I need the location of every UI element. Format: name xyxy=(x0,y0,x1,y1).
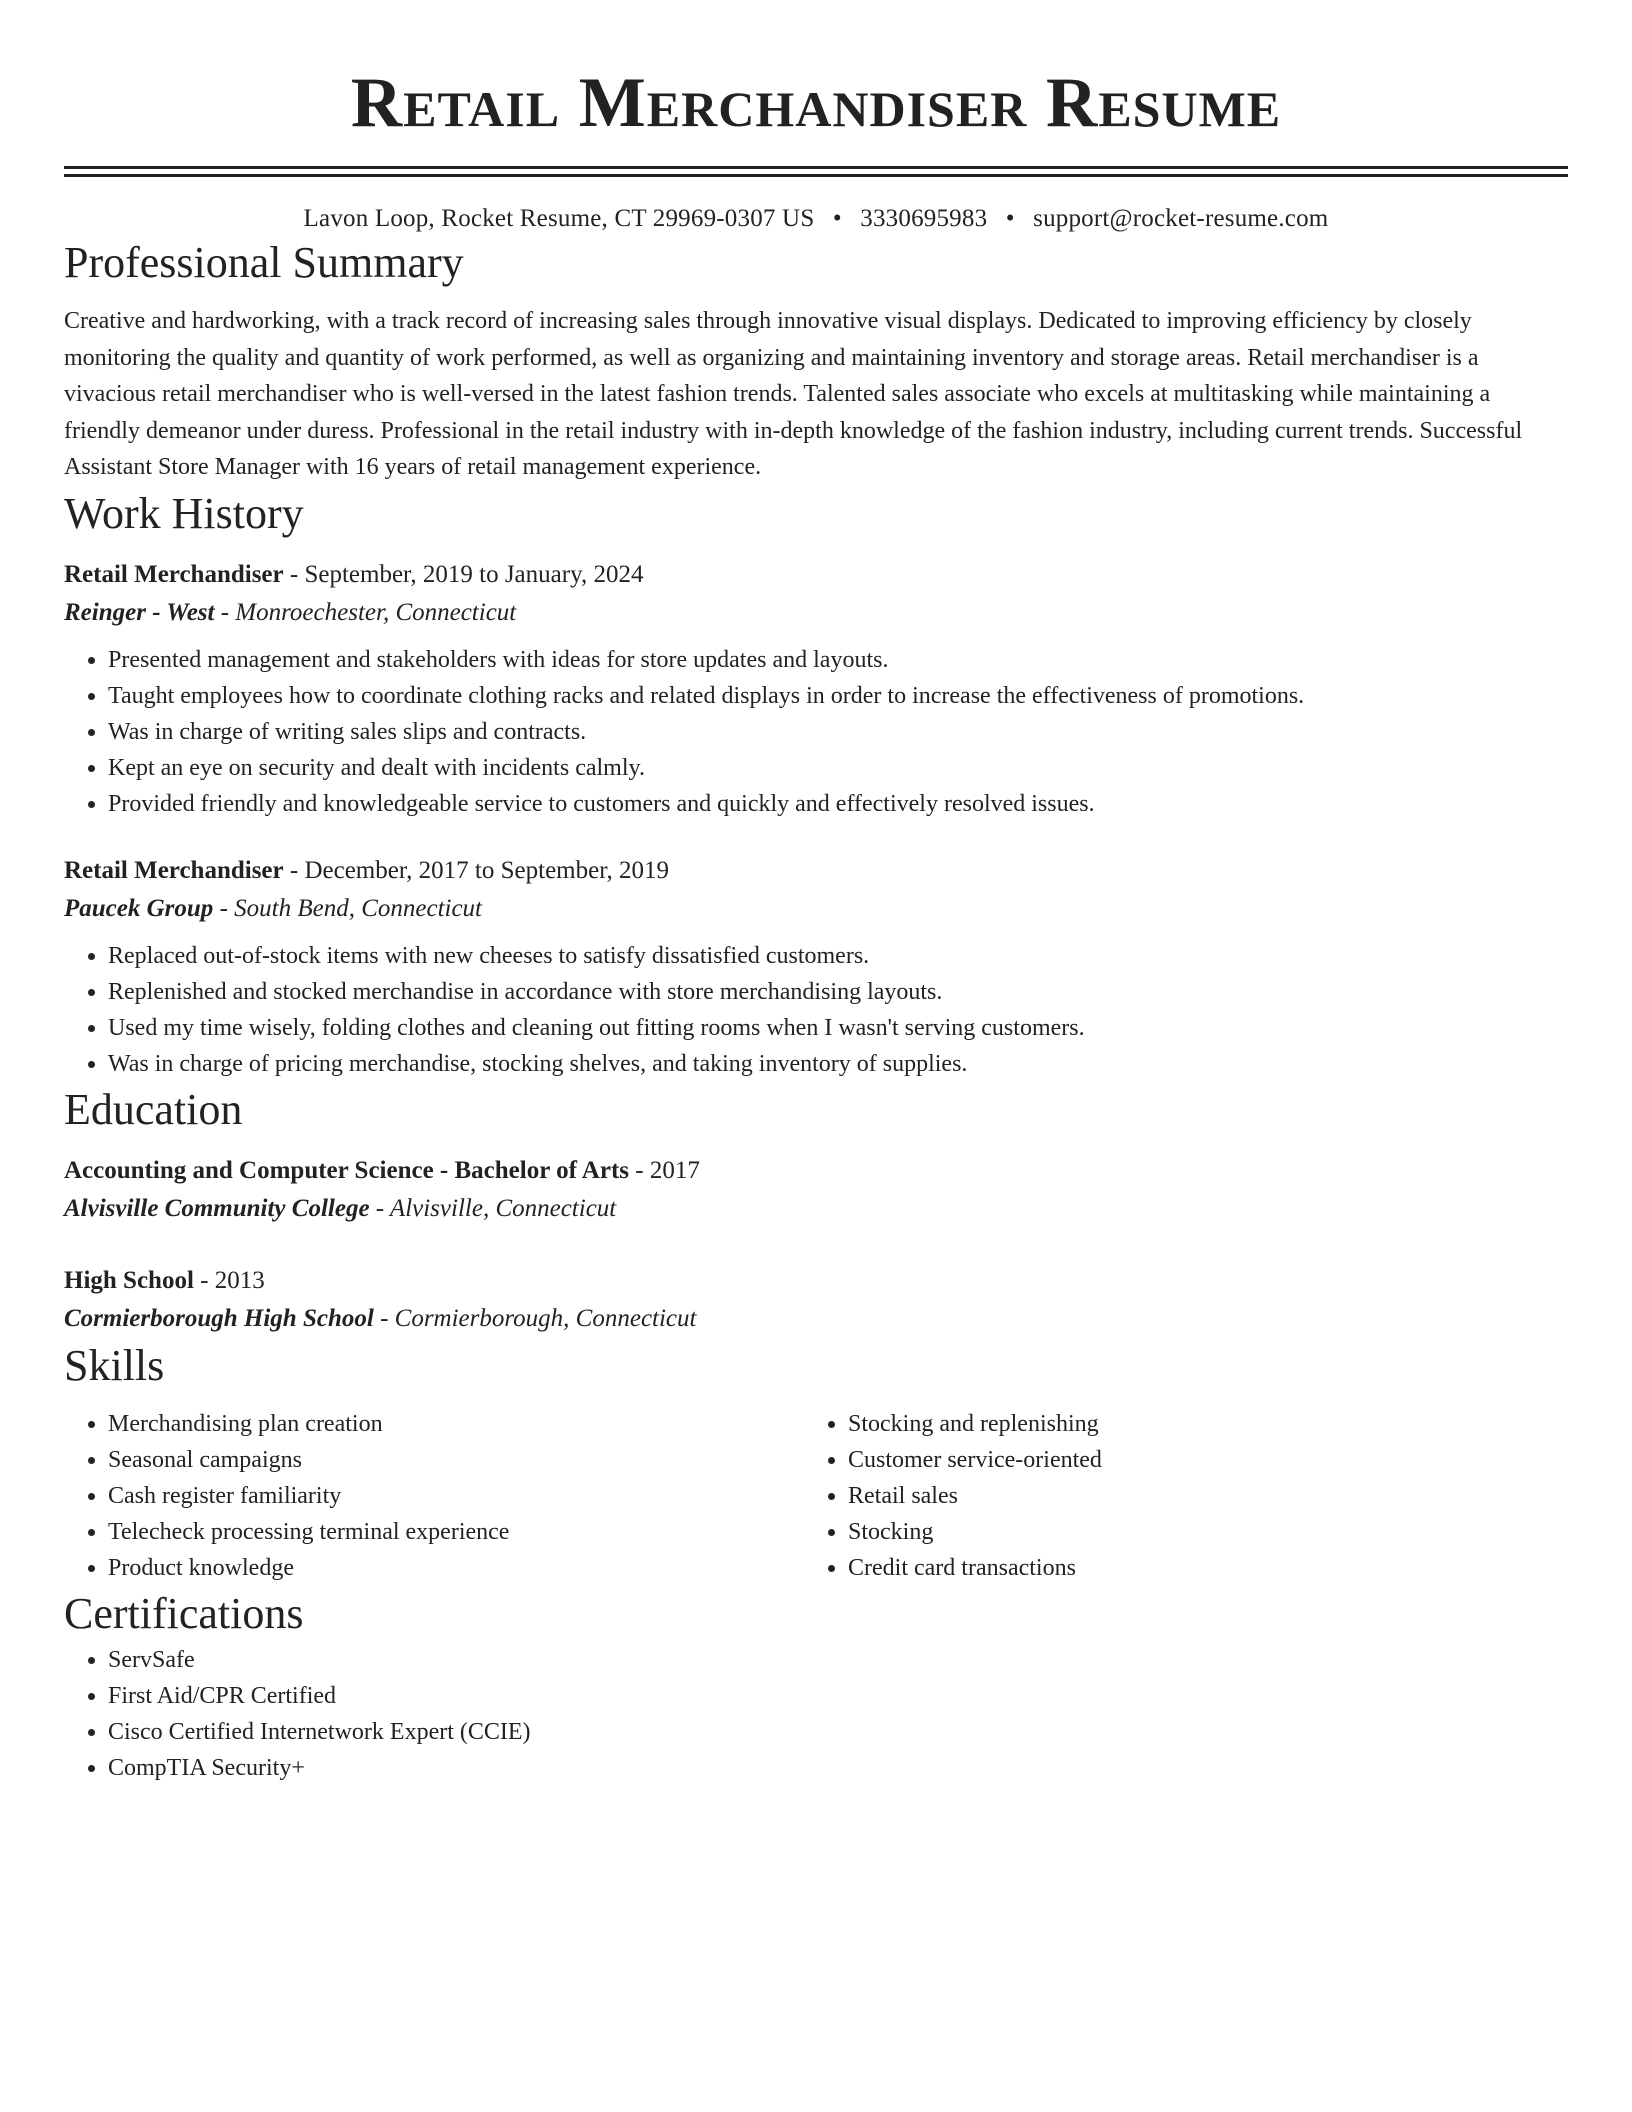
section-heading-skills: Skills xyxy=(64,1340,165,1390)
contact-address: Lavon Loop, Rocket Resume, CT 29969-0307 US xyxy=(303,205,815,232)
list-item: • Merchandising plan creation xyxy=(108,1406,804,1442)
skills-column-right xyxy=(804,1406,1544,1586)
list-item: • Replaced out-of-stock items with new cheeses to satisfy dissatisfied customers. xyxy=(108,938,1568,974)
company-location: - South Bend, Connecticut xyxy=(213,894,483,922)
section-heading-certifications: Certifications xyxy=(64,1588,304,1638)
list-item: • Telecheck processing terminal experience xyxy=(108,1514,804,1550)
skills-list xyxy=(64,1406,804,1586)
list-item: • Product knowledge xyxy=(108,1550,804,1586)
list-item: • Provided friendly and knowledgeable service to customers and quickly and effectively resolved issues. xyxy=(108,786,1568,822)
degree-name: Accounting and Computer Science - Bachelor of Arts xyxy=(64,1156,630,1184)
degree-line xyxy=(64,1262,1568,1300)
school-name: Alvisville Community College xyxy=(64,1194,370,1222)
list-item: • Seasonal campaigns xyxy=(108,1442,804,1478)
list-item: • Was in charge of pricing merchandise, stocking shelves, and taking inventory of supplies. xyxy=(108,1046,1568,1082)
contact-separator: • xyxy=(832,205,842,232)
job-employer xyxy=(64,594,1568,632)
list-item: • Stocking and replenishing xyxy=(848,1406,1544,1442)
skills-list xyxy=(804,1406,1544,1586)
list-item: • Customer service-oriented xyxy=(848,1442,1544,1478)
list-item: • Used my time wisely, folding clothes and cleaning out fitting rooms when I wasn't serving customers. xyxy=(108,1010,1568,1046)
job-employer xyxy=(64,890,1568,928)
skills-column-left xyxy=(64,1406,804,1586)
company-location: - Monroechester, Connecticut xyxy=(214,598,517,626)
section-heading-education: Education xyxy=(64,1084,243,1134)
degree-line xyxy=(64,1152,1568,1190)
degree-year: - 2013 xyxy=(193,1266,265,1294)
job-dates: - December, 2017 to September, 2019 xyxy=(283,856,670,884)
list-item: • Was in charge of writing sales slips and contracts. xyxy=(108,714,1568,750)
job-entry xyxy=(64,852,1568,1082)
summary-text: Creative and hardworking, with a track record of increasing sales through innovative visual displays. Dedicated to improving efficiency by closely monitoring the quality and quantity of work performed, as well as organizing and maintaining inventory and storage areas. Retail merchandiser is a vivacious retail merchandiser who is well-versed in the latest fashion trends. Talented sales associate who excels at multitasking while maintaining a friendly demeanor under duress. Professional in the retail industry with in-depth knowledge of the fashion industry, including current trends. Successful Assistant Store Manager with 16 years of retail management experience. xyxy=(64,308,1523,480)
title-divider xyxy=(64,166,1568,177)
contact-email: support@rocket-resume.com xyxy=(1033,205,1329,232)
job-title: Retail Merchandiser xyxy=(64,856,284,884)
list-item: • Credit card transactions xyxy=(848,1550,1544,1586)
school-name: Cormierborough High School xyxy=(64,1304,374,1332)
job-header xyxy=(64,852,1568,890)
contact-separator: • xyxy=(1005,205,1015,232)
list-item: • Kept an eye on security and dealt with incidents calmly. xyxy=(108,750,1568,786)
list-item: • Stocking xyxy=(848,1514,1544,1550)
job-dates: - September, 2019 to January, 2024 xyxy=(283,560,644,588)
resume-title: Retail Merchandiser Resume xyxy=(350,64,1282,142)
job-duties-list xyxy=(64,642,1568,822)
contact-line xyxy=(64,203,1568,235)
school-location: - Cormierborough, Connecticut xyxy=(373,1304,697,1332)
section-heading-work-history: Work History xyxy=(64,488,304,538)
job-header xyxy=(64,556,1568,594)
job-entry xyxy=(64,556,1568,822)
list-item: • Cash register familiarity xyxy=(108,1478,804,1514)
education-entry xyxy=(64,1152,1568,1228)
contact-phone: 3330695983 xyxy=(860,205,988,232)
list-item: • Presented management and stakeholders with ideas for store updates and layouts. xyxy=(108,642,1568,678)
list-item: • ServSafe xyxy=(108,1642,1568,1678)
degree-year: - 2017 xyxy=(629,1156,700,1184)
degree-name: High School xyxy=(64,1266,194,1294)
skills-columns xyxy=(64,1406,1568,1586)
list-item: • CompTIA Security+ xyxy=(108,1750,1568,1786)
certifications-list xyxy=(64,1642,1568,1786)
school-line xyxy=(64,1190,1568,1228)
education-entry xyxy=(64,1262,1568,1338)
job-duties-list xyxy=(64,938,1568,1082)
company-name: Paucek Group xyxy=(64,894,214,922)
section-heading-summary: Professional Summary xyxy=(64,238,464,287)
school-location: - Alvisville, Connecticut xyxy=(369,1194,617,1222)
school-line xyxy=(64,1300,1568,1338)
company-name: Reinger - West xyxy=(64,598,215,626)
list-item: • Taught employees how to coordinate clothing racks and related displays in order to increase the effectiveness of promotions. xyxy=(108,678,1568,714)
list-item: • Replenished and stocked merchandise in accordance with store merchandising layouts. xyxy=(108,974,1568,1010)
list-item: • First Aid/CPR Certified xyxy=(108,1678,1568,1714)
list-item: • Cisco Certified Internetwork Expert (CCIE) xyxy=(108,1714,1568,1750)
list-item: • Retail sales xyxy=(848,1478,1544,1514)
job-title: Retail Merchandiser xyxy=(64,560,284,588)
